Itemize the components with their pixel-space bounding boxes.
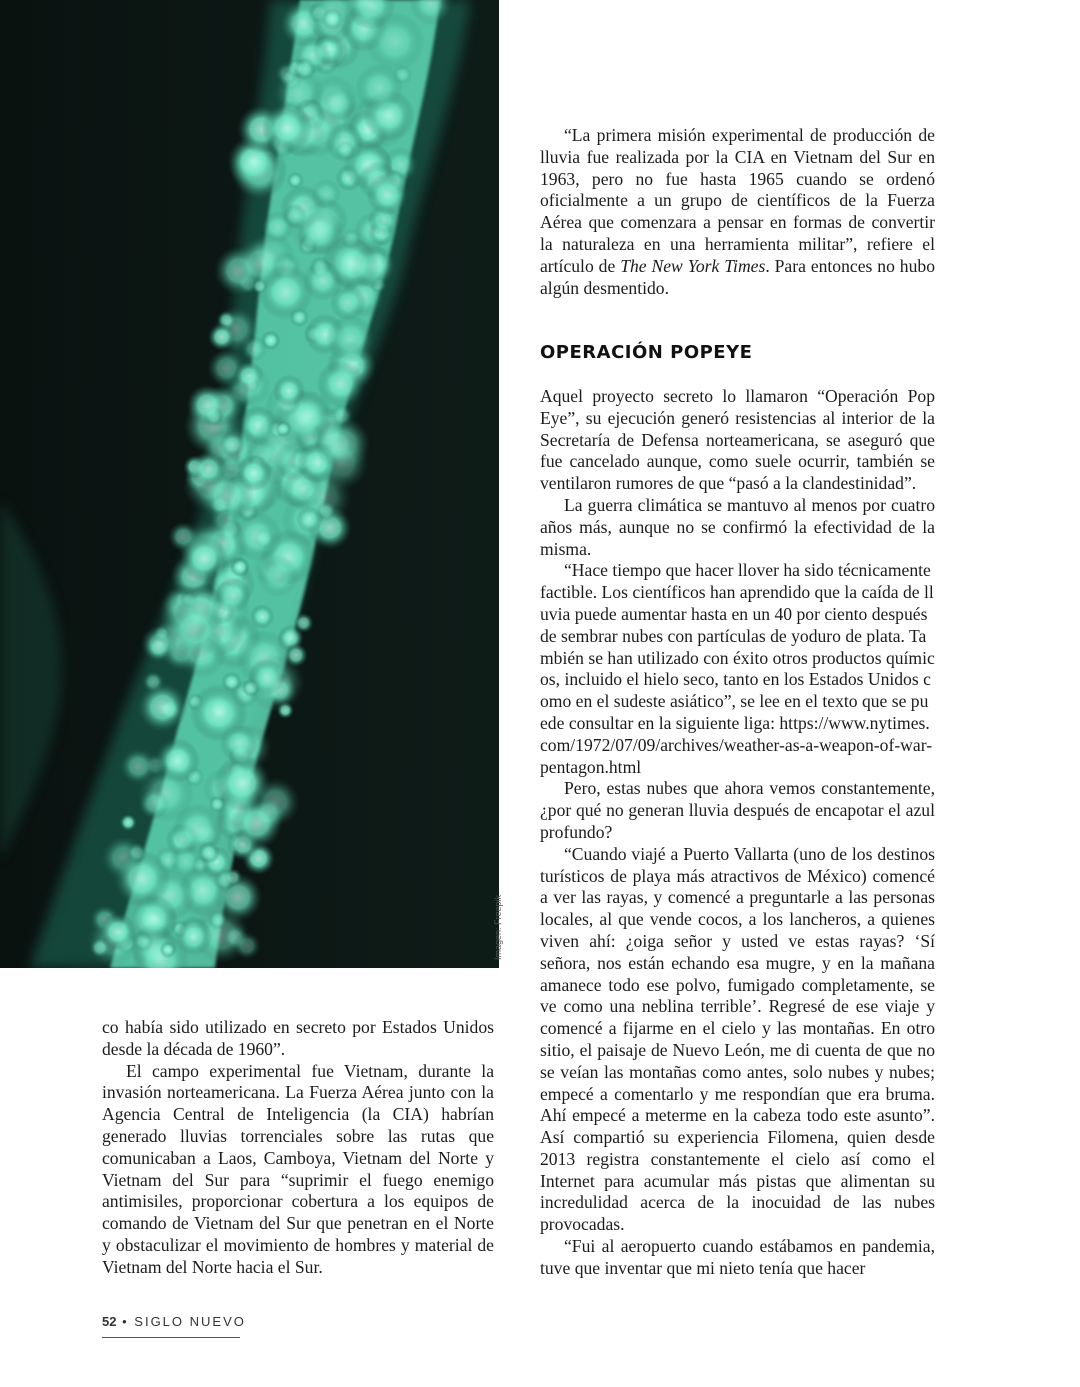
newspaper-name: The New York Times bbox=[620, 255, 766, 276]
cloud-puff bbox=[137, 765, 194, 822]
cloud-puff bbox=[214, 869, 236, 891]
magazine-name: SIGLO NUEVO bbox=[134, 1314, 246, 1329]
cloud-puff bbox=[248, 659, 285, 696]
intro-paragraph: “La primera misión experimental de producción de lluvia fue realizada por la CIA en Vietnam del Sur en 1963, pero no fue hasta 1965 cuando se ordenó oficialmente a un grupo de científicos de la Fuerza Aérea que comenzara a pensar en formas de convertir la naturaleza en una herramienta militar”, refiere el artículo de The New York Times. Para entonces no hubo algún desmentido. bbox=[540, 125, 935, 298]
cloud-puff bbox=[317, 360, 365, 408]
body-paragraph: La guerra climática se mantuvo al menos por cuatro años más, aunque no se confirmó la efectividad de la misma. bbox=[540, 494, 935, 559]
body-paragraph: Pero, estas nubes que ahora vemos constantemente, ¿por qué no generan lluvia después de encapotar el azul profundo? bbox=[540, 778, 935, 842]
body-paragraph: “Fui al aeropuerto cuando estábamos en pandemia, tuve que inventar que mi nieto tenía que hacer bbox=[540, 1236, 935, 1278]
cloud-puff bbox=[220, 724, 258, 762]
cloud-puff bbox=[170, 845, 202, 877]
cloud-puff bbox=[208, 910, 228, 930]
cloud-puff bbox=[287, 172, 304, 189]
cloud-puff bbox=[120, 814, 137, 831]
body-paragraph: Aquel proyecto secreto lo llamaron “Operación Pop Eye”, su ejecución generó resistencias al interior de la Secretaría de Defensa norteamericana, se aseguró que fue cancelado aunque, como suele ocurrir, también se ventilaron rumores de que “pasó a la clandestinidad”. bbox=[540, 386, 935, 494]
cloud-puff bbox=[181, 535, 228, 582]
section-heading: OPERACIÓN POPEYE bbox=[540, 342, 753, 363]
cloud-puff bbox=[366, 174, 408, 216]
cloud-puff bbox=[273, 375, 305, 407]
cloud-puff bbox=[296, 506, 323, 533]
cloud-puff bbox=[326, 314, 375, 363]
cloud-puff bbox=[141, 625, 178, 662]
cloud-puff bbox=[233, 932, 261, 960]
cloud-puff bbox=[219, 431, 245, 457]
cloud-puff bbox=[262, 103, 313, 154]
cloud-puff bbox=[186, 384, 228, 426]
body-paragraph: “Cuando viajé a Puerto Vallarta (uno de los destinos turísticos de playa más atractivos de México) comencé a ver las rayas, y comencé a preguntarle a las personas locales, al que vende cocos, a los lancheros, a quienes viven ahí: ¿oiga señor y usted ve estas rayas? ‘Sí señora, nos están echando esa mugre, y en la mañana amanece todo ese polvo, fumigado completamente, se ve como una neblina terrible’. Regresé de ese viaje y comencé a fijarme en el cielo y las montañas. En otro sitio, el paisaje de Nuevo León, me di cuenta de que no se veían las montañas como antes, solo nubes y nubes; empecé a comentarlo y me respondían que era bruma. Ahí empecé a meterme en la cabeza todo este asunto”. Así compartió su experiencia Filomena, quien desde 2013 registra constantemente el cielo así como el Internet para acumular más pistas que alimentan su incredulidad acerca de la inocuidad de las nubes provocadas. bbox=[540, 843, 935, 1235]
cloud-puff bbox=[314, 423, 359, 468]
cloud-puff bbox=[214, 755, 270, 811]
cloud-photo bbox=[0, 0, 499, 968]
cloud-puff bbox=[138, 682, 188, 732]
body-paragraph: co había sido utilizado en secreto por Estados Unidos desde la década de 1960”. bbox=[102, 1017, 494, 1059]
cloud-puff bbox=[257, 555, 299, 597]
footer-rule bbox=[102, 1337, 240, 1338]
body-paragraph: “Hace tiempo que hacer llover ha sido técnicamente factible. Los científicos han aprendido que la caída de lluvia puede aumentar hasta en un 40 por ciento después de sembrar nubes con partículas de yoduro de plata. También se han utilizado con éxito otros productos químicos, incluido el hielo seco, tanto en los Estados Unidos como en el sudeste asiático”, se lee en el texto que se puede consultar en la siguiente liga: https://www.nytimes.com/1972/07/09/archives/weather-as-a-weapon-of-war-pentagon.html bbox=[540, 560, 935, 777]
right-column-intro bbox=[540, 125, 935, 299]
page-footer bbox=[102, 1314, 246, 1329]
cloud-puff bbox=[160, 941, 177, 958]
cloud-puff bbox=[190, 451, 227, 488]
cloud-puff bbox=[275, 62, 299, 86]
cloud-puff bbox=[175, 918, 212, 955]
footer-separator: • bbox=[122, 1314, 129, 1329]
page-number: 52 bbox=[102, 1314, 117, 1329]
cloud-puff bbox=[127, 842, 148, 863]
cloud-puff bbox=[355, 64, 404, 113]
cloud-puff bbox=[328, 238, 380, 290]
right-column-body bbox=[540, 386, 935, 1280]
cloud-puff bbox=[250, 604, 275, 629]
left-column-body bbox=[102, 1017, 494, 1279]
cloud-puff bbox=[131, 895, 178, 942]
cloud-puff bbox=[234, 237, 287, 290]
cloud-puff bbox=[294, 613, 314, 633]
cloud-puff bbox=[290, 308, 309, 327]
cloud-puff bbox=[321, 8, 343, 30]
cloud-puff bbox=[208, 323, 235, 350]
body-paragraph: El campo experimental fue Vietnam, durante la invasión norteamericana. La Fuerza Aérea junto con la Agencia Central de Inteligencia (la CIA) habrían generado lluvias torrenciales sobre las rutas que comunicaban a Laos, Camboya, Vietnam del Norte y Vietnam del Sur para “suprimir el fuego enemigo antimisiles, proporcionar cobertura a los equipos de comando de Vietnam del Sur que penetran en el Norte y obstaculizar el movimiento de hombres y material de Vietnam del Norte hacia el Sur. bbox=[102, 1060, 494, 1277]
